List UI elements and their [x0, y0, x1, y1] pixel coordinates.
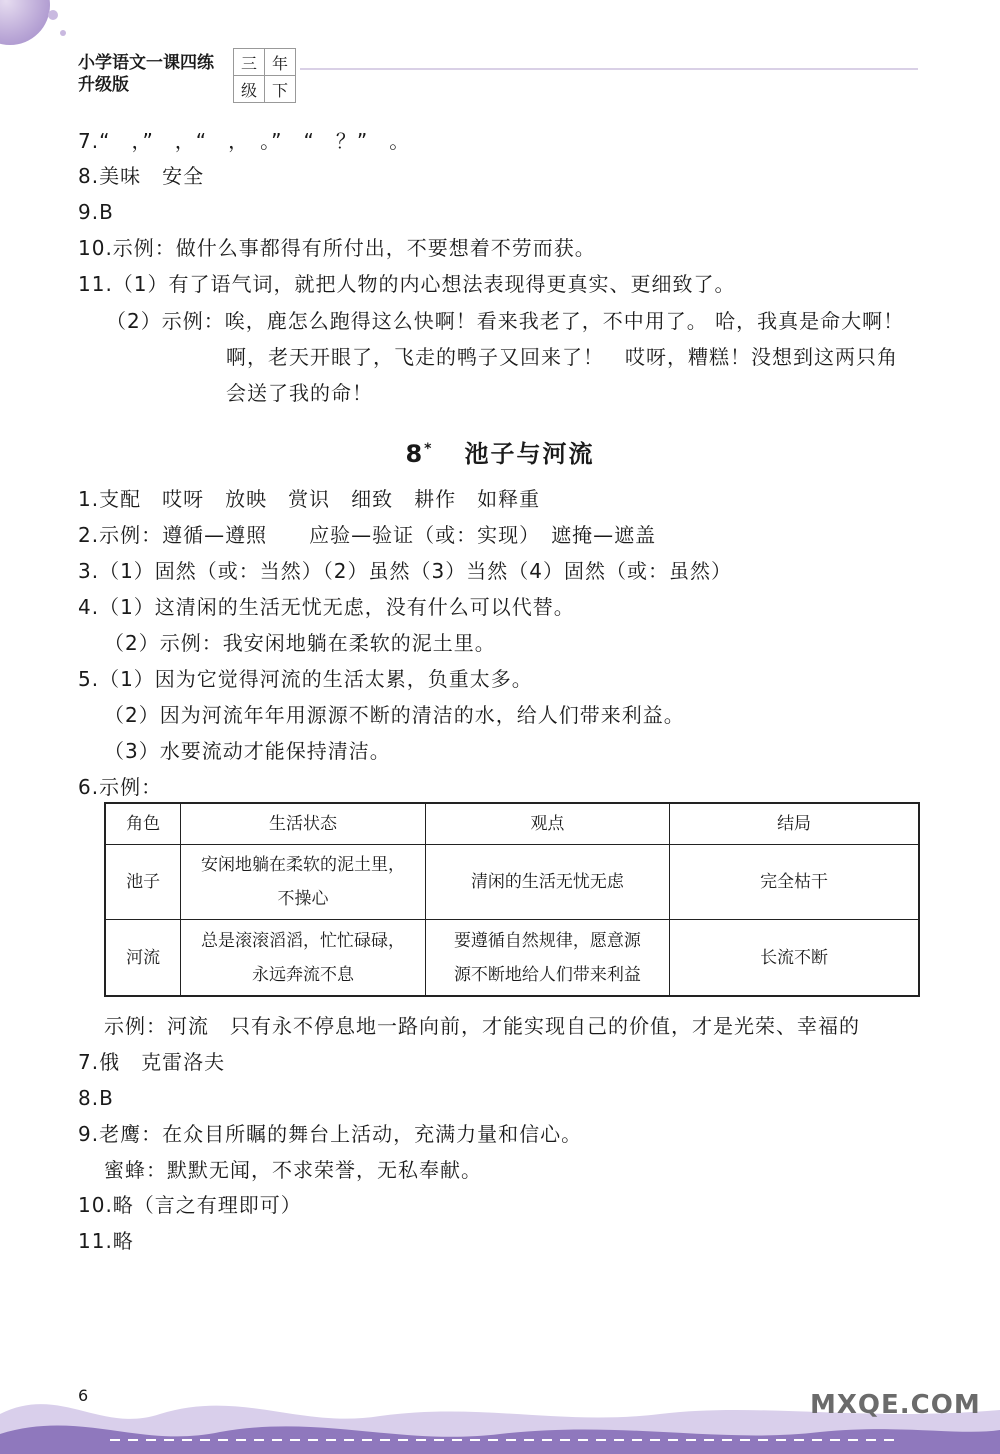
table-header-cell: 结局: [670, 803, 919, 845]
series-title-line1: 小学语文一课四练: [78, 53, 214, 73]
page-number: 6: [78, 1386, 89, 1405]
table-header-row: [105, 803, 919, 845]
table-cell-line: 源不断地给人们带来利益: [453, 964, 641, 985]
table-header-cell: 观点: [425, 803, 669, 845]
table-cell-ending: 长流不断: [670, 920, 919, 996]
table-cell-line: 总是滚滚滔滔，忙忙碌碌，: [201, 930, 406, 951]
answer-line: 4.（1）这清闲的生活无忧无虑，没有什么可以代替。: [78, 595, 575, 619]
answer-line: 啊，老天开眼了，飞走的鸭子又回来了！ 哎呀，糟糕！没想到这两只角: [226, 345, 898, 369]
answer-line: 示例：河流 只有永不停息地一路向前，才能实现自己的价值，才是光荣、幸福的: [104, 1014, 860, 1038]
lesson-number: 8: [405, 440, 425, 468]
comparison-table: [104, 802, 920, 997]
table-cell-line: 永远奔流不息: [252, 964, 355, 985]
lesson-title: [0, 434, 1000, 469]
table-cell-view: [425, 845, 669, 920]
answer-line: （2）因为河流年年用源源不断的清洁的水，给人们带来利益。: [104, 703, 685, 727]
answer-line: 7.“ ，” ，“ ， 。” “ ？” 。: [78, 129, 411, 153]
answer-line: 6.示例：: [78, 775, 163, 799]
table-cell-view: [425, 920, 669, 996]
grade-box: [233, 48, 296, 103]
table-cell-role: 河流: [105, 920, 181, 996]
lesson-name: 池子与河流: [464, 440, 595, 468]
table-cell-state: [181, 845, 425, 920]
table-cell-line: 清闲的生活无忧无虑: [470, 872, 624, 893]
grade-cell: 级: [234, 76, 265, 103]
table-cell-line: 安闲地躺在柔软的泥土里，: [201, 855, 406, 876]
answer-line: 8.美味 安全: [78, 164, 205, 188]
series-title-line2: 升级版: [78, 75, 129, 95]
grade-cell: 下: [265, 76, 296, 103]
grade-cell: 年: [265, 49, 296, 76]
series-title: [78, 52, 214, 96]
table-cell-role: 池子: [105, 845, 181, 920]
answer-line: 10.示例：做什么事都得有所付出，不要想着不劳而获。: [78, 236, 596, 260]
answer-line: 3.（1）固然（或：当然）（2）虽然（3）当然（4）固然（或：虽然）: [78, 559, 732, 583]
table-cell-line: 要遵循自然规律，愿意源: [453, 930, 641, 951]
table-cell-line: 不操心: [277, 889, 329, 910]
grade-cell: 三: [234, 49, 265, 76]
answer-line: 11.（1）有了语气词，就把人物的内心想法表现得更真实、更细致了。: [78, 272, 736, 296]
corner-decoration-dot: [60, 30, 66, 36]
answer-line: 7.俄 克雷洛夫: [78, 1050, 226, 1074]
answer-line: （3）水要流动才能保持清洁。: [104, 739, 391, 763]
watermark: MXQE.COM: [810, 1390, 981, 1420]
table-header-cell: 角色: [105, 803, 181, 845]
answer-line: 会送了我的命！: [226, 381, 373, 405]
table-cell-state: [181, 920, 425, 996]
corner-decoration-dot: [48, 10, 58, 20]
answer-line: 5.（1）因为它觉得河流的生活太累，负重太多。: [78, 667, 533, 691]
answer-line: 11.略: [78, 1229, 134, 1253]
table-row: [105, 920, 919, 996]
table-cell-ending: 完全枯干: [670, 845, 919, 920]
answer-line: 8.B: [78, 1086, 114, 1110]
table-row: [105, 845, 919, 920]
lesson-mark: *: [424, 441, 434, 457]
answer-line: 1.支配 哎呀 放映 赏识 细致 耕作 如释重: [78, 487, 541, 511]
answer-line: 9.老鹰：在众目所瞩的舞台上活动，充满力量和信心。: [78, 1122, 583, 1146]
header-rule: [300, 68, 918, 70]
answer-line: （2）示例：唉，鹿怎么跑得这么快啊！看来我老了，不中用了。 哈，我真是命大啊！: [106, 309, 905, 333]
table-header-cell: 生活状态: [181, 803, 425, 845]
answer-line: 蜜蜂：默默无闻，不求荣誉，无私奉献。: [104, 1158, 482, 1182]
answer-line: （2）示例：我安闲地躺在柔软的泥土里。: [104, 631, 496, 655]
answer-line: 9.B: [78, 200, 114, 224]
corner-decoration-circle: [0, 0, 50, 45]
answer-line: 10.略（言之有理即可）: [78, 1193, 302, 1217]
answer-line: 2.示例：遵循—遵照 应验—验证（或：实现） 遮掩—遮盖: [78, 523, 657, 547]
